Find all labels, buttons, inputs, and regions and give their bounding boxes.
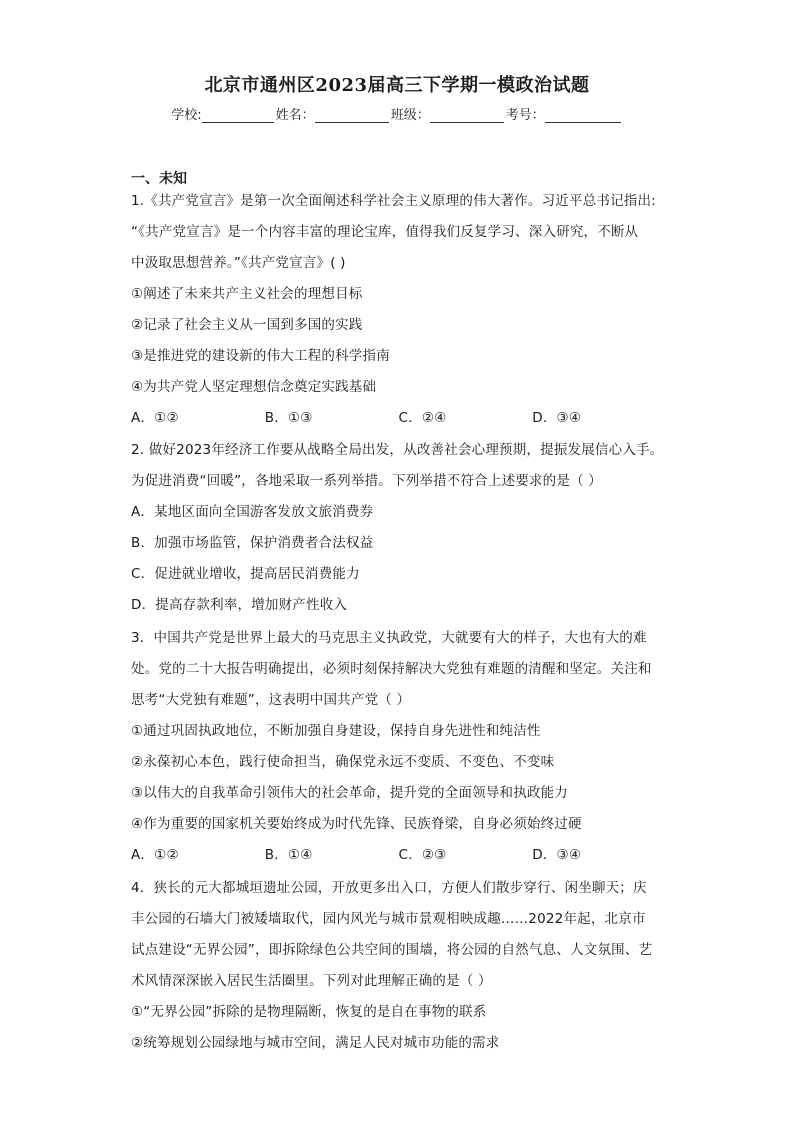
statement-line: ③是推进党的建设新的伟大工程的科学指南	[131, 348, 390, 364]
option-line: A．某地区面向全国游客发放文旅消费券	[131, 504, 374, 520]
answer-options	[131, 840, 666, 871]
option-a: A．①②	[131, 847, 179, 863]
question-line: 术风情深深嵌入居民生活圈里。下列对此理解正确的是（ ）	[131, 973, 492, 989]
question-line: 3．中国共产党是世界上最大的马克思主义执政党，大就要有大的样子，大也有大的难	[131, 630, 647, 646]
question-1	[131, 186, 666, 434]
statement-line: ③以伟大的自我革命引领伟大的社会革命，提升党的全面领导和执政能力	[131, 785, 569, 801]
option-b: B．①③	[264, 410, 313, 426]
statement-line: ②记录了社会主义从一国到多国的实践	[131, 317, 363, 333]
question-line: 丰公园的石墙大门被矮墙取代，园内风光与城市景观相映成趣……2022年起，北京市	[131, 911, 646, 927]
answer-options	[131, 403, 666, 434]
school-label: 学校:	[171, 108, 202, 123]
option-a: A．①②	[131, 410, 179, 426]
statement-line: ①“无界公园”拆除的是物理隔断，恢复的是自在事物的联系	[131, 1004, 487, 1020]
name-label: 姓名：	[275, 108, 315, 123]
option-line: C．促进就业增收，提高居民消费能力	[131, 566, 360, 582]
question-line: “《共产党宣言》是一个内容丰富的理论宝库，值得我们反复学习、深入研究，不断从	[131, 224, 639, 240]
statement-line: ②永葆初心本色，践行使命担当，确保党永远不变质、不变色、不变味	[131, 754, 555, 770]
statement-line: ④为共产党人坚定理想信念奠定实践基础	[131, 379, 377, 395]
question-line: 1.《共产党宣言》是第一次全面阐述科学社会主义原理的伟大著作。习近平总书记指出:	[131, 193, 656, 209]
exam-title: 北京市通州区2023届高三下学期一模政治试题	[204, 75, 590, 96]
question-line: 为促进消费“回暖”，各地采取一系列举措。下列举措不符合上述要求的是（ ）	[131, 473, 602, 489]
option-c: C．②④	[398, 410, 447, 426]
option-line: B．加强市场监管，保护消费者合法权益	[131, 535, 374, 551]
statement-line: ②统筹规划公园绿地与城市空间，满足人民对城市功能的需求	[131, 1035, 500, 1051]
question-3	[131, 623, 666, 871]
exam-number-label: 考号：	[505, 108, 545, 123]
option-b: B．①④	[264, 847, 313, 863]
question-line: 处。党的二十大报告明确提出，必须时刻保持解决大党独有难题的清醒和坚定。关注和	[131, 661, 652, 677]
question-line: 中汲取思想营养。”《共产党宣言》( )	[131, 255, 346, 271]
name-blank	[315, 108, 389, 123]
school-blank	[202, 108, 274, 123]
exam-number-blank	[545, 108, 621, 123]
question-line: 试点建设“无界公园”，即拆除绿色公共空间的围墙，将公园的自然气息、人文氛围、艺	[131, 942, 653, 958]
student-info-row	[0, 104, 794, 123]
question-line: 2. 做好2023年经济工作要从战略全局出发，从改善社会心理预期，提振发展信心入手。	[131, 442, 664, 458]
question-2	[131, 435, 666, 621]
question-line: 思考“大党独有难题”，这表明中国共产党（ ）	[131, 692, 411, 708]
statement-line: ①通过巩固执政地位，不断加强自身建设，保持自身先进性和纯洁性	[131, 723, 541, 739]
option-c: C．②③	[398, 847, 447, 863]
question-line: 4．狭长的元大都城垣遗址公园，开放更多出入口，方便人们散步穿行、闲坐聊天；庆	[131, 880, 647, 896]
question-4	[131, 873, 666, 1059]
option-d: D．③④	[532, 410, 582, 426]
option-d: D．③④	[532, 847, 582, 863]
class-label: 班级：	[390, 108, 430, 123]
section-title: 一、未知	[131, 171, 187, 187]
class-blank	[430, 108, 504, 123]
option-line: D．提高存款利率，增加财产性收入	[131, 597, 348, 613]
statement-line: ④作为重要的国家机关要始终成为时代先锋、民族脊梁，自身必须始终过硬	[131, 816, 582, 832]
statement-line: ①阐述了未来共产主义社会的理想目标	[131, 286, 363, 302]
